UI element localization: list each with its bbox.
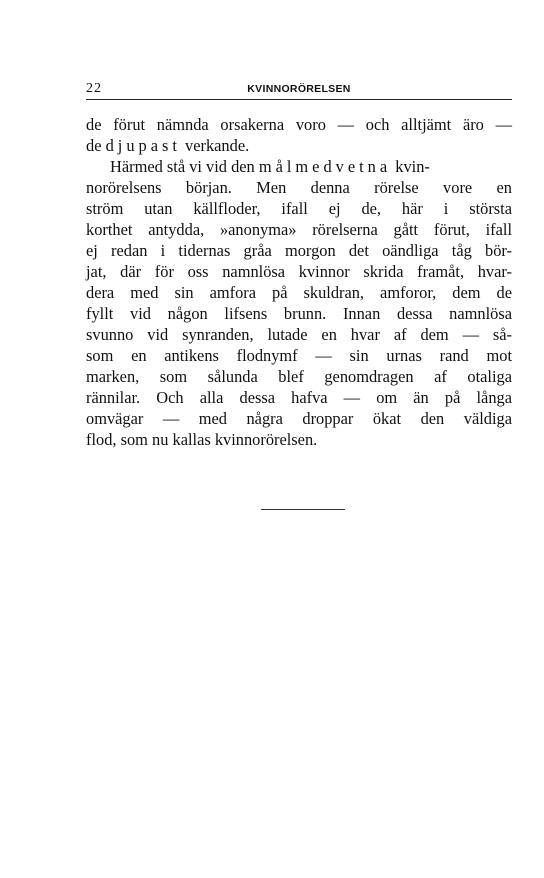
text-line: dera med sin amfora på skuldran, amforor, dem de (86, 283, 512, 302)
text-line: jat, där för oss namnlösa kvinnor skrida framåt, hvar- (86, 262, 512, 281)
text-line: de djupast verkande. (86, 136, 250, 155)
text-line: marken, som sålunda blef genomdragen af otaliga (86, 367, 512, 386)
emphasized-word: djupast (105, 136, 181, 155)
emphasized-word: målmedvetna (258, 157, 392, 176)
text-line: fyllt vid någon lifsens brunn. Innan dessa namnlösa (86, 304, 512, 323)
text-line: norörelsens början. Men denna rörelse vore en (86, 178, 512, 197)
page-number: 22 (86, 81, 102, 96)
text-line: svunno vid synranden, lutade en hvar af dem — så- (86, 325, 512, 344)
running-head: KVINNORÖRELSEN (247, 83, 351, 95)
text-line: korthet antydda, »anonyma» rörelserna gått förut, ifall (86, 220, 512, 239)
text-line: de förut nämnda orsakerna voro — och alltjämt äro — (86, 115, 512, 134)
text-line: omvägar — med några droppar ökat den väldiga (86, 409, 512, 428)
text-line: ej redan i tidernas gråa morgon det oändliga tåg bör- (86, 241, 512, 260)
text-line: rännilar. Och alla dessa hafva — om än på långa (86, 388, 512, 407)
text-line: flod, som nu kallas kvinnorörelsen. (86, 430, 318, 449)
text-line: som en antikens flodnymf — sin urnas rand mot (86, 346, 512, 365)
text-line: ström utan källfloder, ifall ej de, här i största (86, 199, 512, 218)
text-line: Härmed stå vi vid den målmedvetna kvin- (110, 157, 430, 176)
page-header (86, 79, 512, 100)
section-end-rule (261, 509, 345, 510)
body-text (86, 114, 512, 450)
